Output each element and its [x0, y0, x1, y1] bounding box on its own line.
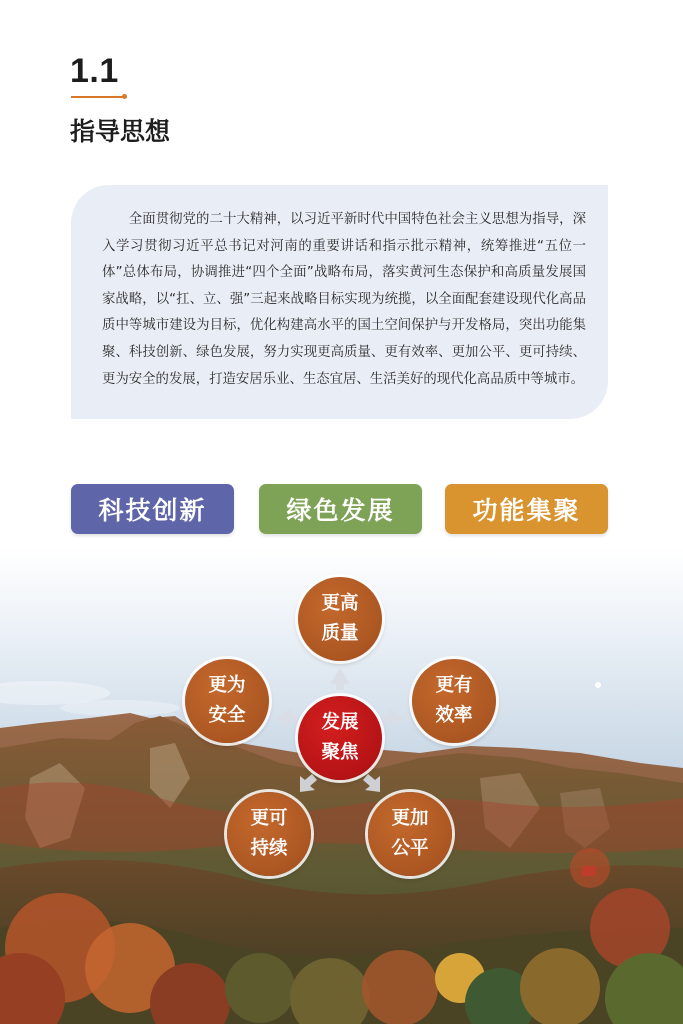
tag-tech-innovation: 科技创新	[71, 484, 234, 534]
bubble-development-focus	[298, 696, 382, 780]
bubble-higher-quality	[298, 577, 382, 661]
arrow-right-icon	[382, 708, 404, 728]
arrow-down-left-icon	[300, 774, 317, 792]
tag-green-development: 绿色发展	[259, 484, 422, 534]
section-title: 指导思想	[70, 117, 171, 146]
arrow-up-icon	[330, 668, 350, 690]
bubble-more-secure	[185, 659, 269, 743]
bubble-more-efficient	[412, 659, 496, 743]
section-number: 1.1	[70, 52, 119, 90]
guiding-thought-paragraph: 全面贯彻党的二十大精神，以习近平新时代中国特色社会主义思想为指导，深入学习贯彻习近平总书记对河南的重要讲话和指示批示精神，统筹推进“五位一体”总体布局，协调推进“四个全面”战略布局，落实黄河生态保护和高质量发展国家战略，以“扛、立、强”三起来战略目标实现为统揽，以全面配套建设现代化高品质中等城市建设为目标，优化构建高水平的国土空间保护与开发格局，突出功能集聚、科技创新、绿色发展，努力实现更高质量、更有效率、更加公平、更可持续、更为安全的发展，打造安居乐业、生态宜居、生活美好的现代化高品质中等城市。	[102, 212, 586, 387]
bubble-label: 更为安全	[208, 675, 246, 726]
bubble-label: 发展聚焦	[321, 712, 359, 763]
bubble-label: 更可持续	[250, 808, 288, 859]
bubble-more-sustainable	[227, 792, 311, 876]
bubble-label: 更高质量	[321, 593, 359, 644]
bubble-more-equitable	[368, 792, 452, 876]
arrow-down-right-icon	[363, 774, 380, 792]
tag-function-cluster: 功能集聚	[445, 484, 608, 534]
bubble-label: 更有效率	[435, 675, 473, 726]
arrow-left-icon	[276, 708, 298, 728]
bubble-label: 更加公平	[391, 808, 429, 859]
